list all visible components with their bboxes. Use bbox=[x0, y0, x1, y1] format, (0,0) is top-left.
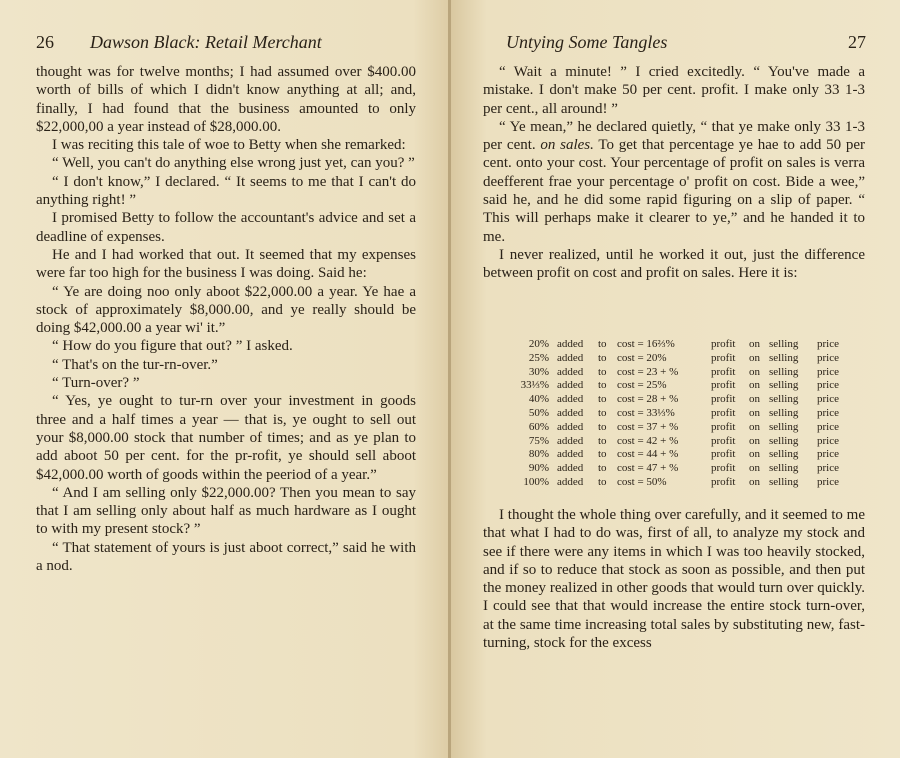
paragraph bbox=[483, 118, 865, 246]
table-cell-pct: 33⅓% bbox=[520, 379, 549, 392]
table-cell-cost: cost = 42 + % bbox=[617, 434, 679, 447]
table-cell-added: added bbox=[557, 338, 584, 350]
table-cell-on: on bbox=[749, 420, 760, 433]
table-cell-profit: profit bbox=[711, 351, 736, 364]
paragraph: I was reciting this tale of woe to Betty when she remarked: bbox=[52, 137, 406, 154]
left-page-body bbox=[36, 63, 416, 575]
table-cell-profit: profit bbox=[711, 420, 736, 433]
table-cell-pct: 20% bbox=[528, 338, 549, 350]
table-cell-price: price bbox=[817, 338, 839, 350]
table-cell-pct: 40% bbox=[528, 393, 549, 406]
table-cell-profit: profit bbox=[711, 462, 736, 475]
table-cell-price: price bbox=[817, 475, 839, 488]
table-cell-cost: cost = 33⅓% bbox=[617, 406, 675, 419]
table-cell-selling: selling bbox=[769, 475, 799, 488]
table-cell-profit: profit bbox=[711, 365, 736, 378]
table-cell-on: on bbox=[749, 338, 760, 350]
table-row bbox=[509, 476, 849, 490]
left-page bbox=[0, 0, 449, 758]
table-cell-added: added bbox=[557, 365, 584, 378]
table-cell-profit: profit bbox=[711, 379, 736, 392]
paragraph-text: “ Ye mean,” he declared quietly, “ that ye make only 33 1-3 per cent. bbox=[483, 118, 865, 154]
paragraph: “ That's on the tur-rn-over.” bbox=[52, 356, 218, 373]
table-cell-to: to bbox=[598, 365, 607, 378]
table-cell-price: price bbox=[817, 462, 839, 475]
paragraph: “ I don't know,” I declared. “ It seems to me that I can't do anything right! ” bbox=[36, 173, 416, 209]
table-cell-selling: selling bbox=[769, 462, 799, 475]
italic-emphasis: on sales. bbox=[540, 137, 594, 154]
paragraph: “ Ye are doing noo only aboot $22,000.00 a year. Ye hae a stock of approximately $8,000.00, and ye really should be doing $42,000.00 a year wi' it.” bbox=[36, 283, 416, 337]
table-cell-price: price bbox=[817, 351, 839, 364]
table-cell-to: to bbox=[598, 448, 607, 461]
table-cell-pct: 50% bbox=[528, 406, 549, 419]
table-cell-added: added bbox=[557, 406, 584, 419]
table-cell-selling: selling bbox=[769, 406, 799, 419]
table-cell-selling: selling bbox=[769, 448, 799, 461]
right-page-header bbox=[506, 30, 866, 54]
table-cell-pct: 75% bbox=[528, 434, 549, 447]
table-cell-cost: cost = 23 + % bbox=[617, 365, 679, 378]
table-cell-to: to bbox=[598, 338, 607, 350]
right-page bbox=[451, 0, 900, 758]
table-cell-cost: cost = 16⅔% bbox=[617, 338, 675, 350]
table-cell-added: added bbox=[557, 393, 584, 406]
table-cell-added: added bbox=[557, 420, 584, 433]
paragraph: He and I had worked that out. It seemed that my expenses were far too high for the business I was doing. Said he: bbox=[36, 246, 416, 282]
table-cell-cost: cost = 37 + % bbox=[617, 420, 679, 433]
table-cell-to: to bbox=[598, 393, 607, 406]
table-cell-pct: 30% bbox=[528, 365, 549, 378]
table-cell-to: to bbox=[598, 351, 607, 364]
table-cell-on: on bbox=[749, 365, 760, 378]
table-cell-to: to bbox=[598, 462, 607, 475]
paragraph: “ And I am selling only $22,000.00? Then you mean to say that I am selling only about half as much hardware as I ought to with my present stock? ” bbox=[36, 484, 416, 538]
table-row bbox=[509, 393, 849, 407]
table-cell-on: on bbox=[749, 448, 760, 461]
table-cell-to: to bbox=[598, 379, 607, 392]
table-cell-selling: selling bbox=[769, 338, 799, 350]
table-cell-on: on bbox=[749, 393, 760, 406]
paragraph: “ That statement of yours is just aboot correct,” said he with a nod. bbox=[36, 539, 416, 575]
table-cell-profit: profit bbox=[711, 338, 736, 350]
running-title: Untying Some Tangles bbox=[506, 32, 668, 52]
paragraph: thought was for twelve months; I had assumed over $400.00 worth of bills of which I didn't know anything at all; and, finally, I had found that the business amounted to only $22,000,00 a year instead of $28,000.00. bbox=[36, 64, 416, 135]
table-cell-cost: cost = 44 + % bbox=[617, 448, 679, 461]
table-cell-added: added bbox=[557, 475, 584, 488]
table-cell-profit: profit bbox=[711, 475, 736, 488]
table-row bbox=[509, 448, 849, 462]
table-cell-on: on bbox=[749, 475, 760, 488]
table-cell-on: on bbox=[749, 351, 760, 364]
paragraph: “ Wait a minute! ” I cried excitedly. “ You've made a mistake. I don't make 50 per cent. profit. I make only 33 1-3 per cent., all around! ” bbox=[483, 64, 865, 117]
running-title: Dawson Black: Retail Merchant bbox=[90, 32, 322, 52]
table-cell-on: on bbox=[749, 379, 760, 392]
table-row bbox=[509, 338, 849, 352]
table-cell-pct: 25% bbox=[528, 351, 549, 364]
table-cell-selling: selling bbox=[769, 420, 799, 433]
table-cell-cost: cost = 50% bbox=[617, 475, 667, 488]
table-cell-price: price bbox=[817, 393, 839, 406]
table-cell-to: to bbox=[598, 475, 607, 488]
table-cell-cost: cost = 47 + % bbox=[617, 462, 679, 475]
table-cell-to: to bbox=[598, 420, 607, 433]
table-cell-to: to bbox=[598, 406, 607, 419]
table-row bbox=[509, 421, 849, 435]
table-cell-profit: profit bbox=[711, 448, 736, 461]
table-cell-price: price bbox=[817, 379, 839, 392]
table-cell-selling: selling bbox=[769, 351, 799, 364]
table-cell-added: added bbox=[557, 434, 584, 447]
right-page-body bbox=[483, 63, 865, 283]
table-cell-profit: profit bbox=[711, 434, 736, 447]
paragraph: I thought the whole thing over carefully, and it seemed to me that what I had to do was, first of all, to analyze my stock and see if there were any items in which I was too heavily stocked, and if so to reduce that stock as soon as possible, and then put the money realized in other goods that would turn over quickly. I could see that that would increase the entire stock turn-over, at the same time increasing total sales by substituting new, fast-turning, stock for the excess bbox=[483, 507, 865, 652]
table-cell-price: price bbox=[817, 420, 839, 433]
table-row bbox=[509, 366, 849, 380]
paragraph: I never realized, until he worked it out, just the difference between profit on cost and profit on sales. Here it is: bbox=[483, 246, 865, 282]
table-cell-on: on bbox=[749, 434, 760, 447]
table-cell-selling: selling bbox=[769, 379, 799, 392]
paragraph-text: To get that percentage ye hae to add 50 per cent. onto your cost. Your percentage of profit on sales is verra deefferent frae your percentage o' profit on cost. Bide a wee,” said he, and he did some rapid figuring on a slip of paper. “ This will perhaps make it clearer to ye,” and he handed it to me. bbox=[483, 137, 865, 245]
page-number: 26 bbox=[36, 32, 54, 52]
table-cell-selling: selling bbox=[769, 393, 799, 406]
table-cell-price: price bbox=[817, 434, 839, 447]
table-cell-pct: 80% bbox=[528, 448, 549, 461]
paragraph: “ Well, you can't do anything else wrong just yet, can you? ” bbox=[52, 155, 415, 172]
table-cell-profit: profit bbox=[711, 393, 736, 406]
paragraph: I promised Betty to follow the accountant's advice and set a deadline of expenses. bbox=[36, 210, 416, 245]
table-row bbox=[509, 435, 849, 449]
table-cell-selling: selling bbox=[769, 365, 799, 378]
table-cell-pct: 90% bbox=[528, 462, 549, 475]
paragraph: “ How do you figure that out? ” I asked. bbox=[52, 338, 293, 355]
table-cell-added: added bbox=[557, 462, 584, 475]
table-cell-pct: 60% bbox=[528, 420, 549, 433]
table-cell-on: on bbox=[749, 462, 760, 475]
table-cell-price: price bbox=[817, 365, 839, 378]
table-cell-on: on bbox=[749, 406, 760, 419]
table-row bbox=[509, 462, 849, 476]
profit-table bbox=[509, 338, 849, 490]
table-row bbox=[509, 407, 849, 421]
table-cell-added: added bbox=[557, 379, 584, 392]
paragraph: “ Turn-over? ” bbox=[52, 375, 140, 392]
right-page-body-continued bbox=[483, 506, 865, 652]
table-cell-profit: profit bbox=[711, 406, 736, 419]
table-row bbox=[509, 379, 849, 393]
table-cell-cost: cost = 20% bbox=[617, 351, 667, 364]
table-cell-price: price bbox=[817, 406, 839, 419]
paragraph: “ Yes, ye ought to tur-rn over your investment in goods three and a half times a year — that is, ye ought to sell out your $8,000.00 stock that number of times; and as ye plan to add aboot 50 per cent. for the pr-rofit, ye should sell aboot $42,000.00 worth of goods within the peeriod of a year.” bbox=[36, 393, 416, 483]
table-cell-pct: 100% bbox=[523, 475, 549, 488]
table-cell-to: to bbox=[598, 434, 607, 447]
table-cell-cost: cost = 28 + % bbox=[617, 393, 679, 406]
page-number: 27 bbox=[848, 32, 866, 52]
table-cell-price: price bbox=[817, 448, 839, 461]
table-row bbox=[509, 352, 849, 366]
table-cell-cost: cost = 25% bbox=[617, 379, 667, 392]
table-cell-added: added bbox=[557, 351, 584, 364]
table-cell-selling: selling bbox=[769, 434, 799, 447]
left-page-header bbox=[36, 30, 416, 54]
table-cell-added: added bbox=[557, 448, 584, 461]
